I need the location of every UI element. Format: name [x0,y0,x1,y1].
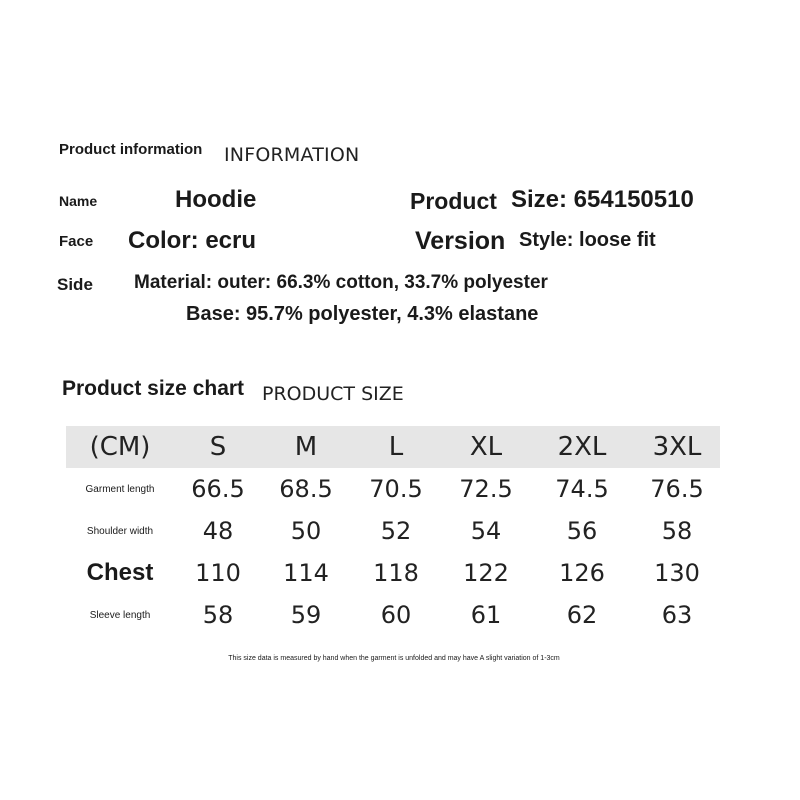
table-cell: 56 [566,517,598,545]
table-cell: 50 [290,517,322,545]
table-row-garment-length [66,468,720,510]
row-label: Shoulder width [86,525,154,537]
table-cell: 66.5 [191,475,245,503]
row-label: Chest [86,559,154,586]
size-header-3xl: 3XL [652,432,702,462]
size-table [66,426,720,636]
table-cell: 70.5 [369,475,423,503]
size-header-m: M [294,432,318,462]
table-cell: 61 [470,601,502,629]
version-label: Version [415,227,506,255]
product-size-value: Size: 654150510 [511,186,694,213]
measurement-note: This size data is measured by hand when the garment is unfolded and may have A slight variation of 1-3cm [228,655,560,662]
size-header-xl: XL [469,432,503,462]
table-cell: 63 [661,601,693,629]
unit-header: (CM) [89,432,151,462]
size-chart-heading-en: PRODUCT SIZE [262,383,404,405]
size-chart-heading: Product size chart [62,377,245,400]
table-cell: 54 [470,517,502,545]
table-cell: 72.5 [459,475,513,503]
table-cell: 126 [559,559,605,587]
table-cell: 114 [283,559,329,587]
table-cell: 118 [373,559,419,587]
side-label: Side [57,275,93,294]
product-label: Product [410,188,497,214]
table-cell: 62 [566,601,598,629]
table-cell: 122 [463,559,509,587]
table-cell: 110 [195,559,241,587]
base-value: Base: 95.7% polyester, 4.3% elastane [186,303,539,325]
table-cell: 130 [654,559,700,587]
size-header-2xl: 2XL [557,432,607,462]
table-cell: 60 [380,601,412,629]
name-label: Name [59,193,98,209]
table-row-shoulder-width [66,510,720,552]
table-row-chest [66,552,720,594]
info-heading: Product information [59,141,203,158]
name-value: Hoodie [175,186,257,213]
style-value: Style: loose fit [519,229,656,251]
table-cell: 48 [202,517,234,545]
row-label: Sleeve length [89,609,151,621]
table-cell: 76.5 [650,475,704,503]
table-cell: 58 [202,601,234,629]
table-cell: 59 [290,601,322,629]
table-cell: 58 [661,517,693,545]
row-label: Garment length [85,483,155,495]
table-cell: 68.5 [279,475,333,503]
face-label: Face [59,233,94,250]
size-header-s: S [209,432,227,462]
table-cell: 52 [380,517,412,545]
table-row-sleeve-length [66,594,720,636]
size-header-l: L [388,432,404,462]
size-table-header [66,426,720,468]
info-heading-en: INFORMATION [224,144,360,166]
color-value: Color: ecru [128,227,257,254]
material-value: Material: outer: 66.3% cotton, 33.7% polyester [134,272,548,293]
table-cell: 74.5 [555,475,609,503]
